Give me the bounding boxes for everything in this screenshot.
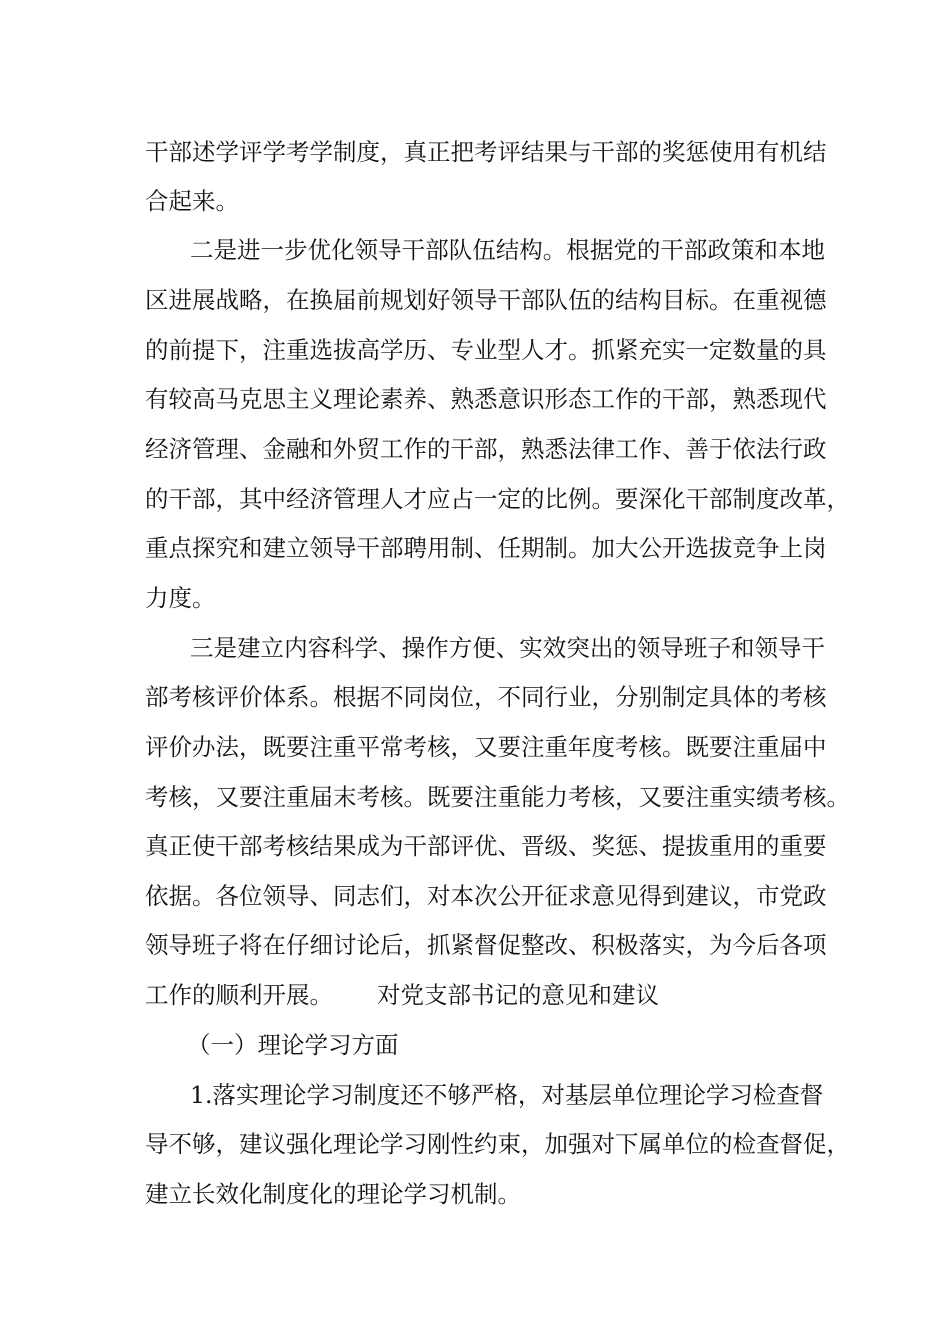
paragraph-end-text: 工作的顺利开展。 [145, 981, 333, 1009]
text-line: 有较高马克思主义理论素养、熟悉意识形态工作的干部，熟悉现代 [145, 385, 827, 413]
text-line: 评价办法，既要注重平常考核，又要注重年度考核。既要注重届中 [145, 733, 827, 761]
text-line: 二是进一步优化领导干部队伍结构。根据党的干部政策和本地 [190, 236, 825, 264]
text-line [145, 980, 659, 1010]
text-line: 干部述学评学考学制度，真正把考评结果与干部的奖惩使用有机结 [145, 138, 827, 166]
text-line: 依据。各位领导、同志们，对本次公开征求意见得到建议，市党政 [145, 882, 827, 910]
text-line: 1.落实理论学习制度还不够严格，对基层单位理论学习检查督 [190, 1081, 824, 1109]
text-line: 力度。 [145, 584, 216, 612]
text-line: 的前提下，注重选拔高学历、专业型人才。抓紧充实一定数量的具 [145, 336, 827, 364]
text-line: 区进展战略，在换届前规划好领导干部队伍的结构目标。在重视德 [145, 286, 827, 314]
subsection-heading: （一）理论学习方面 [187, 1031, 399, 1059]
text-line: 领导班子将在仔细讨论后，抓紧督促整改、积极落实，为今后各项 [145, 931, 827, 959]
text-line: 的干部，其中经济管理人才应占一定的比例。要深化干部制度改革， [145, 485, 850, 513]
text-line: 真正使干部考核结果成为干部评优、晋级、奖惩、提拔重用的重要 [145, 832, 827, 860]
text-line: 考核，又要注重届末考核。既要注重能力考核，又要注重实绩考核。 [145, 783, 850, 811]
text-line: 导不够，建议强化理论学习刚性约束，加强对下属单位的检查督促， [145, 1130, 850, 1158]
text-line: 建立长效化制度化的理论学习机制。 [145, 1180, 521, 1208]
text-line: 重点探究和建立领导干部聘用制、任期制。加大公开选拔竞争上岗 [145, 534, 827, 562]
text-line: 部考核评价体系。根据不同岗位，不同行业，分别制定具体的考核 [145, 683, 827, 711]
section-heading: 对党支部书记的意见和建议 [377, 981, 659, 1009]
text-line: 经济管理、金融和外贸工作的干部，熟悉法律工作、善于依法行政 [145, 435, 827, 463]
text-line: 合起来。 [145, 187, 239, 215]
text-line: 三是建立内容科学、操作方便、实效突出的领导班子和领导干 [190, 634, 825, 662]
